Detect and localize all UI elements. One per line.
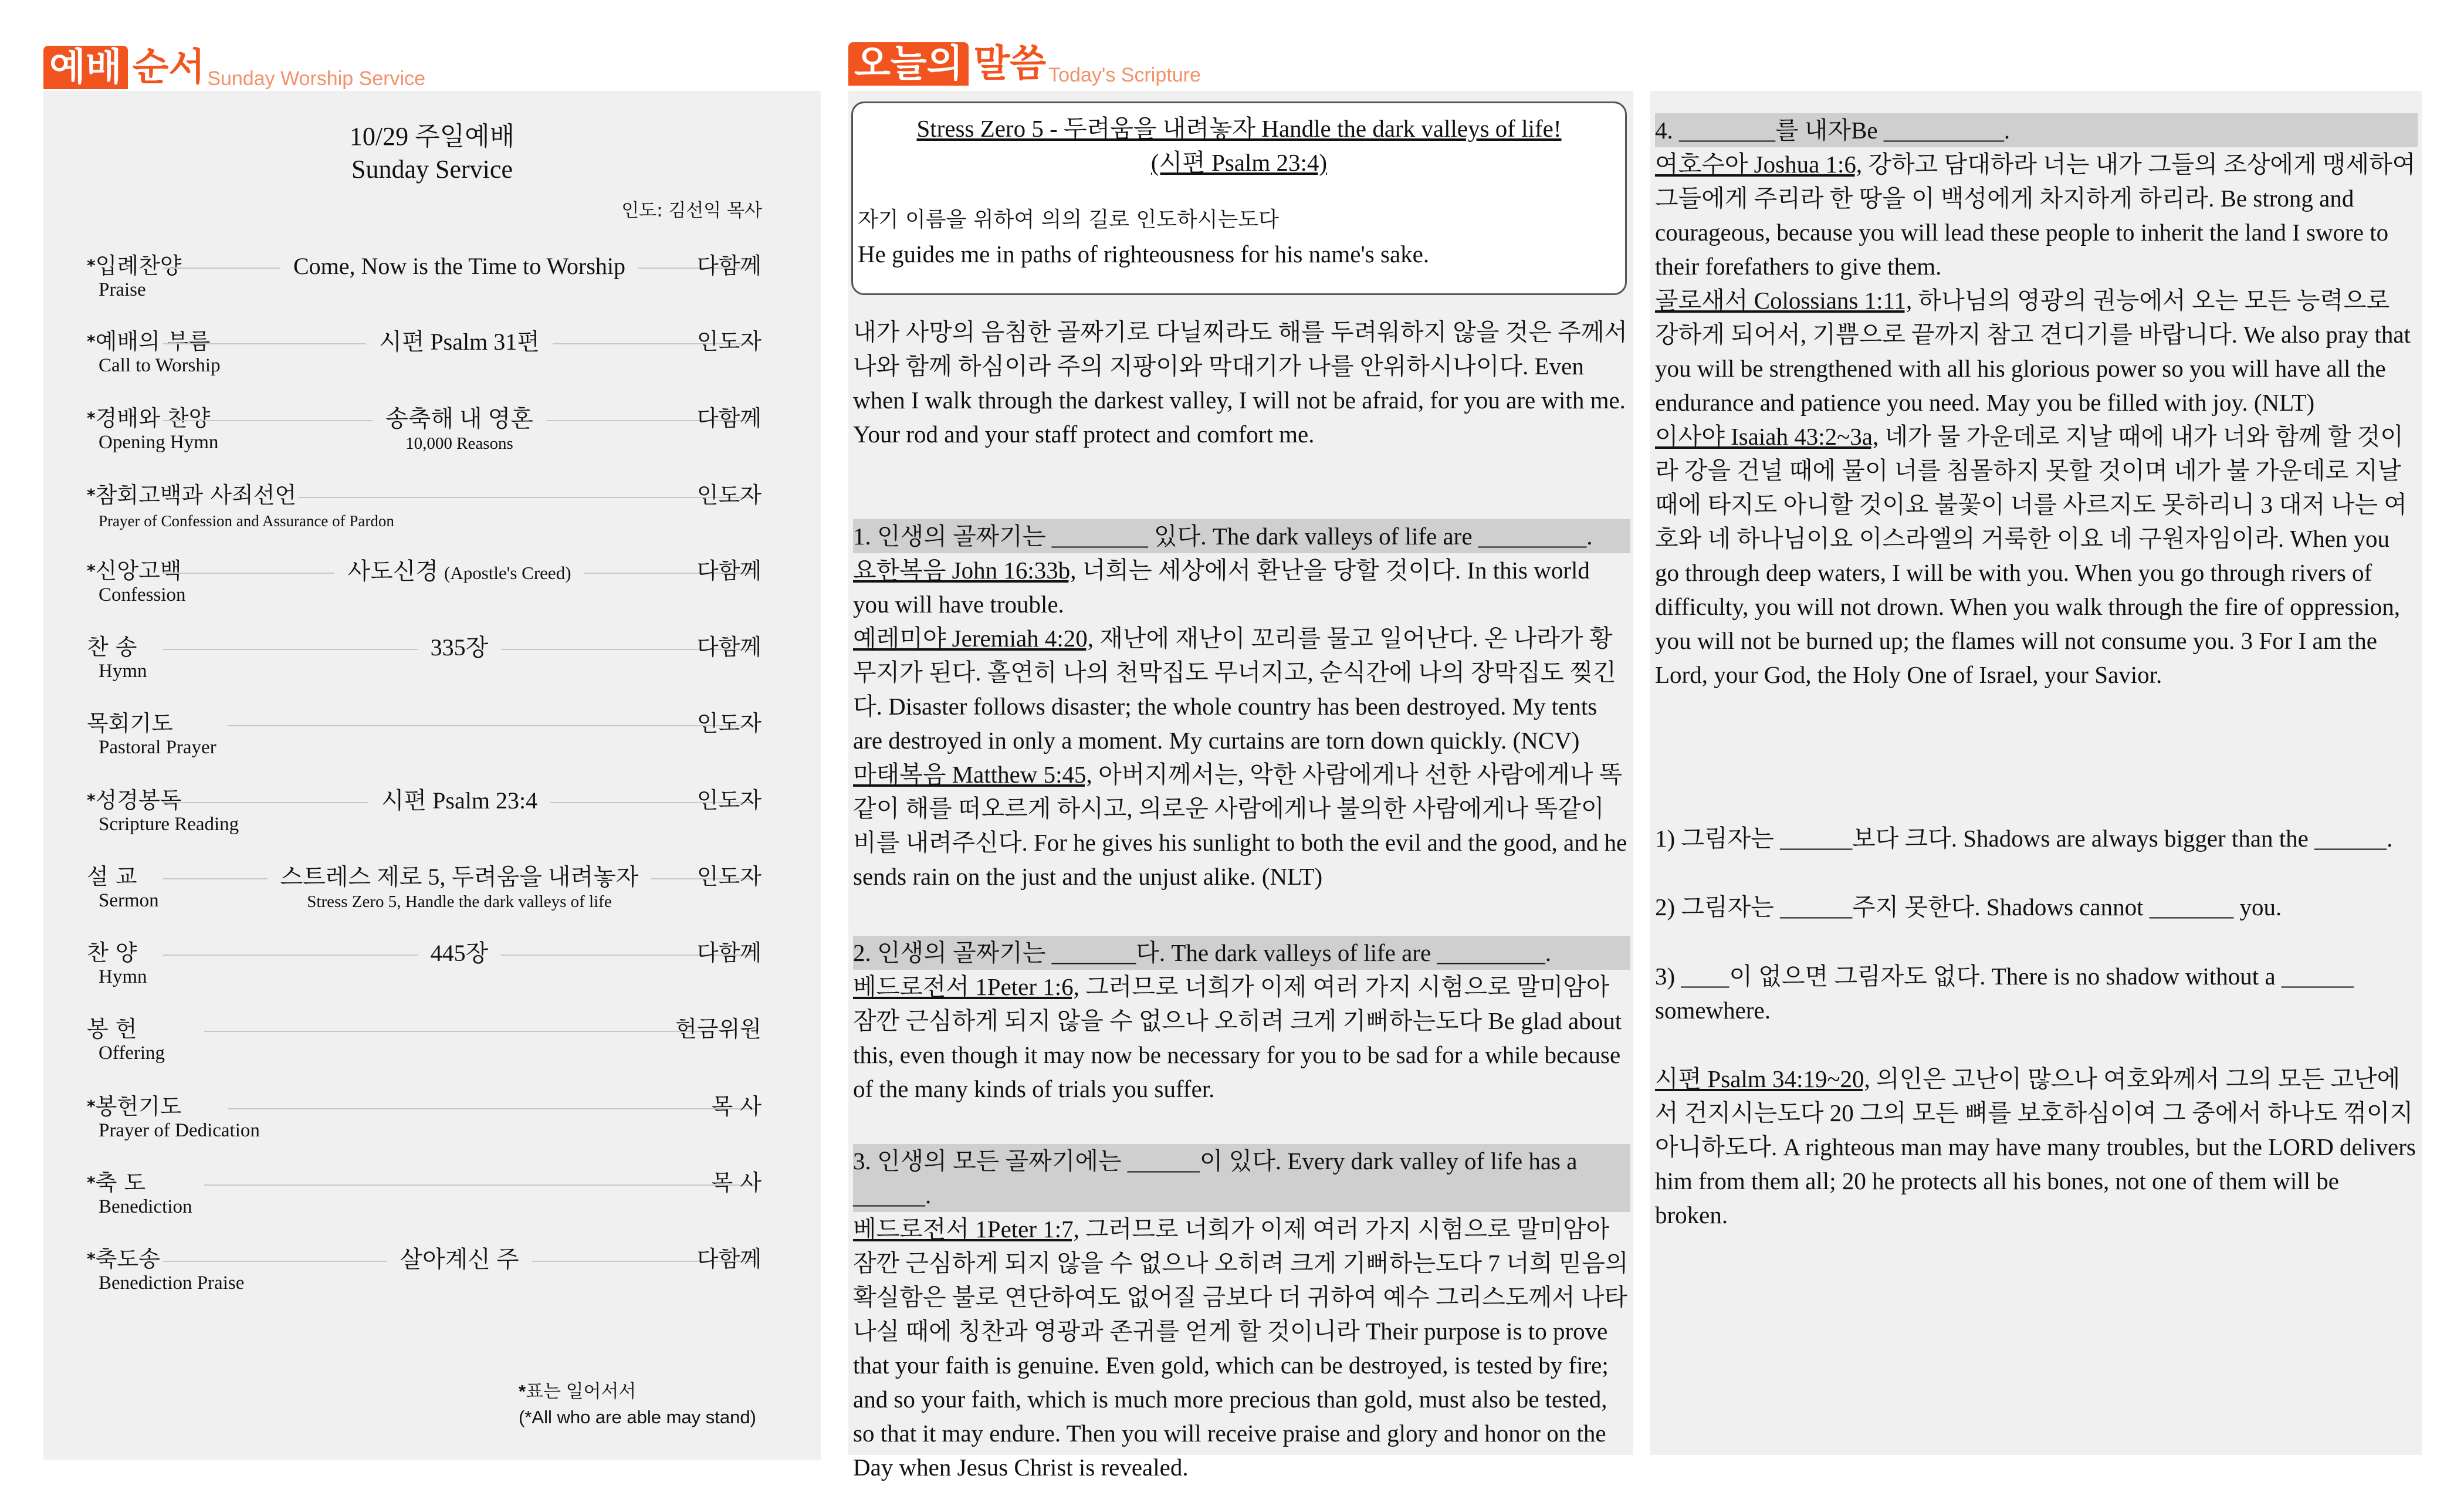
stand-marker: * — [87, 256, 96, 275]
item-title: 송축해 내 영혼 — [373, 405, 546, 433]
service-subtitle: Sunday Service — [351, 155, 513, 184]
point-2 — [853, 936, 1630, 1106]
item-ko: 예배의 부름 — [95, 329, 211, 354]
stand-marker: * — [87, 408, 96, 428]
item-en: Confession — [99, 584, 186, 605]
closing-verse — [1655, 1062, 2418, 1232]
point-4 — [1655, 113, 2418, 692]
item-subtitle: 10,000 Reasons — [405, 434, 513, 453]
item-en: Opening Hymn — [99, 432, 219, 453]
order-item — [87, 1169, 814, 1240]
order-item — [87, 1245, 814, 1316]
stand-marker: * — [87, 485, 96, 505]
item-role: 다함께 — [696, 558, 761, 584]
item-ko: 신앙고백 — [95, 558, 182, 584]
item-role: 인도자 — [696, 329, 761, 354]
order-item — [87, 1016, 814, 1086]
item-en: Benediction — [99, 1196, 192, 1217]
scripture-panel-right — [1650, 91, 2422, 1455]
item-title: 사도신경 — [347, 558, 439, 584]
sermon-theme-box — [851, 101, 1627, 295]
ref-colossians: 골로새서 Colossians 1:11, — [1655, 287, 1913, 314]
point-4-heading: 4. ________를 내자Be __________. — [1655, 113, 2418, 147]
point-1 — [853, 519, 1630, 893]
order-item — [87, 863, 814, 933]
item-role: 다함께 — [696, 634, 761, 660]
order-header-word: 순서 — [132, 46, 205, 89]
item-en: Hymn — [99, 661, 147, 682]
item-ko: 설 교 — [87, 864, 137, 889]
scripture-header-sub: Today's Scripture — [1048, 64, 1201, 86]
item-en: Sermon — [99, 890, 159, 911]
scripture-header — [848, 42, 1201, 86]
item-role: 목 사 — [711, 1094, 761, 1119]
item-ko: 성경봉독 — [95, 787, 182, 813]
item-role: 다함께 — [696, 253, 761, 279]
item-title: Come, Now is the Time to Worship — [280, 252, 638, 280]
order-item — [87, 710, 814, 780]
item-role: 인도자 — [696, 864, 761, 889]
verse-text: 재난에 재난이 꼬리를 물고 일어난다. 온 나라가 황무지가 된다. 홀연히 나의 천막집도 무너지고, 순식간에 나의 장막집도 찢긴다. Disaster follows disaster; the whole country has been destroyed. My tents are destroyed in only a moment. My curtains are torn down quickly. (NCV) — [853, 625, 1616, 754]
verse-text: 그러므로 너희가 이제 여러 가지 시험으로 말미암아 잠깐 근심하게 되지 않을 수 없으나 오히려 크게 기뻐하는도다 7 너희 믿음의 확실함은 불로 연단하여도 없어질 금보다 더 귀하여 예수 그리스도께서 나타나실 때에 칭찬과 영광과 존귀를 얻게 할 것이니라 Their purpose is to prove that your faith is genuine. Even gold, which can be destroyed, is tested by fire; and so your faith, which is much more precious than gold, must also be tested, so that it may endure. Then you will receive praise and glory and honor on the Day when Jesus Christ is revealed. — [853, 1216, 1629, 1481]
item-ko: 찬 송 — [87, 634, 137, 660]
verse-text: 네가 물 가운데로 지날 때에 내가 너와 함께 할 것이라 강을 건널 때에 물이 너를 침몰하지 못할 것이며 네가 불 가운데로 지날 때에 타지도 아니할 것이요 불꽃이 너를 사르지도 못하리니 3 대저 나는 여호와 네 하나님이요 이스라엘의 거룩한 이요 네 구원자임이라. When you go through deep waters, I will be with you. When you go through rivers of difficulty, you will not drown. When you walk through the fire of oppression, you will not be burned up; the flames will not consume you. 3 For I am the Lord, your God, the Holy One of Israel, your Savior. — [1655, 423, 2407, 688]
ref-joshua: 여호수아 Joshua 1:6, — [1655, 151, 1863, 178]
order-item — [87, 405, 814, 475]
stand-marker: * — [87, 331, 96, 351]
stand-marker: * — [87, 790, 96, 810]
scripture-header-box: 오늘의 — [848, 42, 969, 86]
item-title: 445장 — [418, 939, 502, 967]
order-item — [87, 787, 814, 857]
item-ko: 경배와 찬양 — [95, 405, 211, 431]
scripture-header-word: 말씀 — [973, 42, 1047, 86]
item-subtitle: Stress Zero 5, Handle the dark valleys of life — [307, 892, 612, 911]
order-header-box: 예배 — [43, 46, 128, 89]
shadow-question-1: 1) 그림자는 ______보다 크다. Shadows are always bigger than the ______. — [1655, 825, 2393, 852]
verse-text: 강하고 담대하라 너는 내가 그들의 조상에게 맹세하여 그들에게 주리라 한 땅을 이 백성에게 차지하게 하리라. Be strong and courageous, because you will lead these people to inherit the land I swore to their forefathers to give them. — [1655, 151, 2416, 280]
ref-isaiah: 이사야 Isaiah 43:2~3a, — [1655, 423, 1879, 450]
item-ko: 봉헌기도 — [95, 1094, 182, 1119]
order-item — [87, 482, 814, 552]
item-role: 인도자 — [696, 482, 761, 508]
order-item — [87, 939, 814, 1010]
item-role: 목 사 — [711, 1170, 761, 1196]
stand-note — [519, 1379, 756, 1430]
order-header — [43, 46, 425, 89]
item-en: Pastoral Prayer — [99, 737, 216, 758]
theme-verse-en: He guides me in paths of righteousness for his name's sake. — [858, 241, 1430, 268]
point-3 — [853, 1144, 1630, 1484]
item-role: 다함께 — [696, 405, 761, 431]
verse-text: 하나님의 영광의 권능에서 오는 모든 능력으로 강하게 되어서, 기쁨으로 끝까지 참고 견디기를 바랍니다. We also pray that you will be strengthened with all his glorious power so you will have all the endurance and patience you need. May you be filled with joy. (NLT) — [1655, 287, 2411, 416]
item-en: Hymn — [99, 966, 147, 987]
item-en: Scripture Reading — [99, 814, 239, 835]
item-title: 시편 Psalm 31편 — [366, 328, 553, 356]
service-leader: 인도: 김선익 목사 — [621, 200, 762, 221]
item-en: Prayer of Confession and Assurance of Pardon — [99, 512, 394, 530]
item-ko: 찬 양 — [87, 940, 137, 966]
ref-psalm-34: 시편 Psalm 34:19~20, — [1655, 1065, 1870, 1092]
item-en: Prayer of Dedication — [99, 1120, 260, 1141]
item-title: 스트레스 제로 5, 두려움을 내려놓자 — [268, 863, 652, 891]
order-item — [87, 328, 814, 398]
stand-marker: * — [87, 1096, 96, 1116]
item-role: 인도자 — [696, 710, 761, 736]
stand-note-marker: * — [519, 1381, 526, 1402]
point-1-heading: 1. 인생의 골짜기는 ________ 있다. The dark valleys of life are _________. — [853, 519, 1630, 553]
item-ko: 봉 헌 — [87, 1016, 137, 1042]
order-header-sub: Sunday Worship Service — [207, 67, 425, 90]
ref-1peter-1-6: 베드로전서 1Peter 1:6, — [853, 973, 1079, 1000]
ref-jeremiah: 예레미야 Jeremiah 4:20, — [853, 625, 1094, 652]
item-title: 335장 — [418, 634, 502, 662]
point-3-heading: 3. 인생의 모든 골짜기에는 ______이 있다. Every dark valley of life has a ______. — [853, 1144, 1630, 1212]
stand-note-ko: 표는 일어서서 — [526, 1381, 637, 1402]
item-role: 다함께 — [696, 1246, 761, 1272]
stand-marker: * — [87, 561, 96, 580]
item-title: 살아계신 주 — [387, 1245, 532, 1274]
item-ko: 입례찬양 — [95, 253, 182, 279]
item-ko: 목회기도 — [87, 710, 173, 736]
order-item — [87, 557, 814, 628]
service-title: 10/29 주일예배 — [349, 122, 515, 151]
item-role: 다함께 — [696, 940, 761, 966]
verse-text: 아버지께서는, 악한 사람에게나 선한 사람에게나 똑같이 해를 떠오르게 하시고, 의로운 사람에게나 불의한 사람에게나 똑같이 비를 내려주신다. For he gives his sunlight to both the evil and the good, and he sends rain on the just and the unjust alike. (NLT) — [853, 761, 1627, 890]
ref-john: 요한복음 John 16:33b, — [853, 557, 1077, 584]
order-item — [87, 634, 814, 704]
service-title-block — [43, 120, 821, 186]
shadow-question-2: 2) 그림자는 ______주지 못한다. Shadows cannot _______ you. — [1655, 893, 2282, 920]
verse-text: 너희는 세상에서 환난을 당할 것이다. In this world you will have trouble. — [853, 557, 1590, 618]
service-order-panel — [43, 91, 821, 1460]
sermon-theme-title: Stress Zero 5 - 두려움을 내려놓자 Handle the dark valleys of life! — [916, 115, 1562, 142]
verse-text: 의인은 고난이 많으나 여호와께서 그의 모든 고난에서 건지시는도다 20 그의 모든 뼈를 보호하심이여 그 중에서 하나도 꺾이지 아니하도다. A righteous man may have many troubles, but the LORD delivers him from them all; 20 he protects all his bones, not one of them will be broken. — [1655, 1065, 2416, 1228]
item-en: Offering — [99, 1043, 165, 1064]
item-ko: 축도송 — [95, 1246, 160, 1272]
ref-matthew: 마태복음 Matthew 5:45, — [853, 761, 1092, 788]
verse-text: 그러므로 너희가 이제 여러 가지 시험으로 말미암아 잠깐 근심하게 되지 않을 수 없으나 오히려 크게 기뻐하는도다 Be glad about this, even though it may now be necessary for you to be sad for a while because of the many kinds of trials you suffer. — [853, 973, 1622, 1102]
shadow-question-3: 3) ____이 없으면 그림자도 없다. There is no shadow without a ______ somewhere. — [1655, 963, 2354, 1024]
item-title-note: (Apostle's Creed) — [444, 563, 571, 583]
scripture-panel-left — [848, 91, 1633, 1481]
stand-marker: * — [87, 1249, 96, 1268]
theme-verse-ko: 자기 이름을 위하여 의의 길로 인도하시는도다 — [858, 208, 1279, 232]
stand-note-en: (*All who are able may stand) — [519, 1407, 756, 1427]
stand-marker: * — [87, 1173, 96, 1192]
item-role: 헌금위원 — [675, 1016, 761, 1042]
sermon-theme-reference: (시편 Psalm 23:4) — [1150, 149, 1328, 176]
item-en: Praise — [99, 279, 146, 300]
intro-paragraph: 내가 사망의 음침한 골짜기로 다닐찌라도 해를 두려워하지 않을 것은 주께서 나와 함께 하심이라 주의 지팡이와 막대기가 나를 안위하시나이다. Even when I walk through the darkest valley, I will not be afraid, for you are with me. Your rod and your staff protect and comfort me. — [853, 319, 1628, 448]
item-ko: 축 도 — [95, 1170, 146, 1196]
ref-1peter-1-7: 베드로전서 1Peter 1:7, — [853, 1216, 1079, 1243]
point-2-heading: 2. 인생의 골짜기는 _______다. The dark valleys of life are _________. — [853, 936, 1630, 970]
item-title: 시편 Psalm 23:4 — [368, 787, 550, 815]
item-role: 인도자 — [696, 787, 761, 813]
item-ko: 참회고백과 사죄선언 — [95, 482, 297, 508]
item-en: Call to Worship — [99, 355, 221, 376]
order-item — [87, 252, 814, 323]
order-item — [87, 1093, 814, 1163]
item-en: Benediction Praise — [99, 1272, 245, 1294]
